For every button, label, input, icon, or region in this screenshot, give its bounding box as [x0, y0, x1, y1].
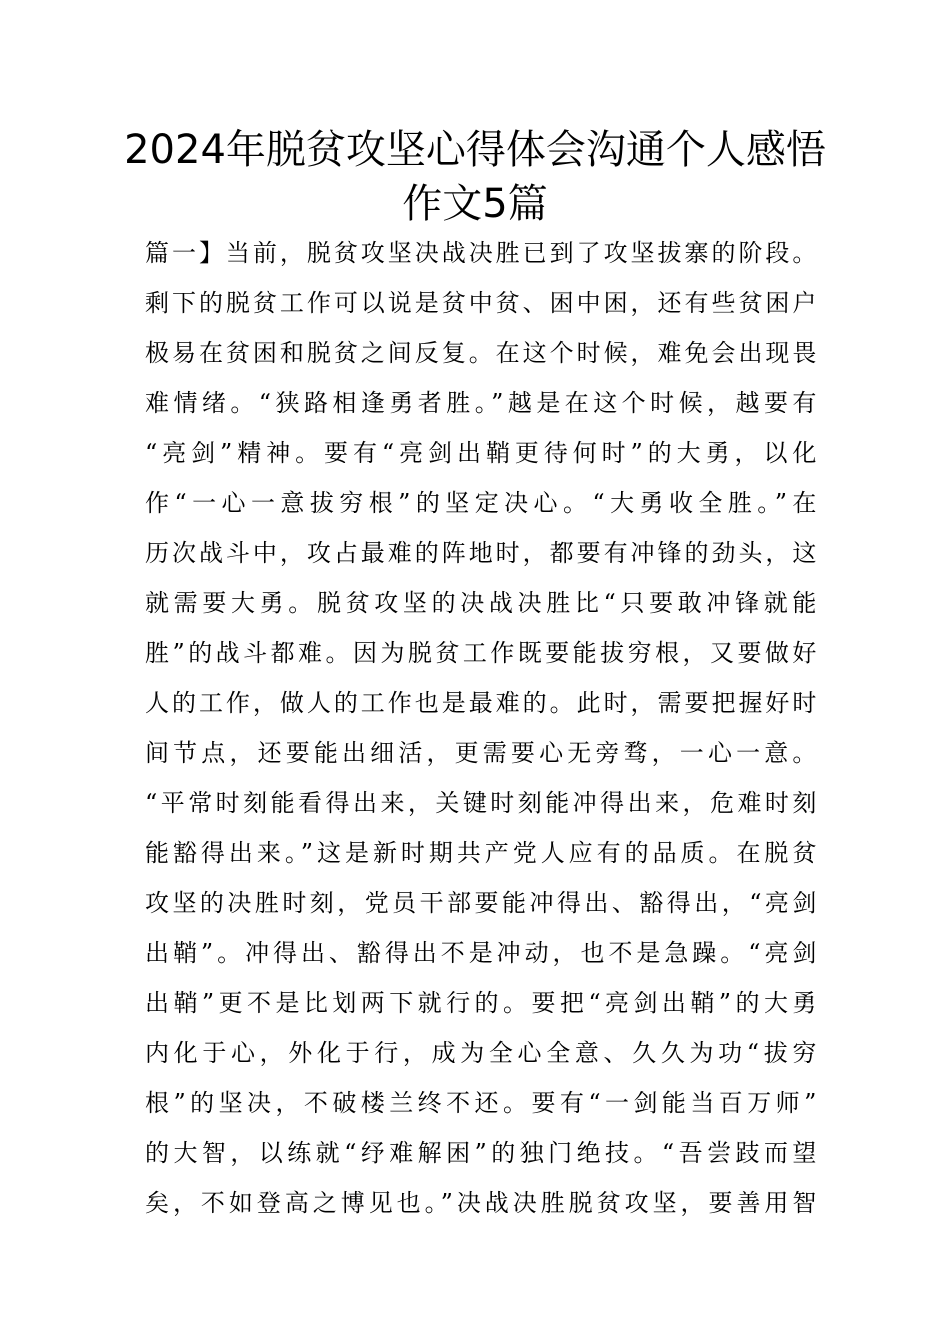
body-line: 历次战斗中，攻占最难的阵地时，都要有冲锋的劲头，这 [145, 539, 817, 567]
body-line: 剩下的脱贫工作可以说是贫中贫、困中困，还有些贫困户 [145, 289, 817, 317]
body-line: 内化于心，外化于行，成为全心全意、久久为功“拔穷 [145, 1039, 817, 1067]
body-line: 攻坚的决胜时刻，党员干部要能冲得出、豁得出，“亮剑 [145, 889, 817, 917]
body-line: 出鞘”。冲得出、豁得出不是冲动，也不是急躁。“亮剑 [145, 939, 817, 967]
body-line: 难情绪。“狭路相逢勇者胜。”越是在这个时候，越要有 [145, 389, 817, 417]
body-line: “亮剑”精神。要有“亮剑出鞘更待何时”的大勇，以化 [145, 439, 817, 467]
body-line: 能豁得出来。”这是新时期共产党人应有的品质。在脱贫 [145, 839, 817, 867]
body-line: 根”的坚决，不破楼兰终不还。要有“一剑能当百万师” [145, 1089, 817, 1117]
body-line: 就需要大勇。脱贫攻坚的决战决胜比“只要敢冲锋就能 [145, 589, 817, 617]
body-line: 极易在贫困和脱贫之间反复。在这个时候，难免会出现畏 [145, 339, 817, 367]
body-line: 人的工作，做人的工作也是最难的。此时，需要把握好时 [145, 689, 817, 717]
body-line: 间节点，还要能出细活，更需要心无旁骛，一心一意。 [145, 739, 817, 767]
document-body [145, 228, 817, 1228]
body-line: 出鞘”更不是比划两下就行的。要把“亮剑出鞘”的大勇 [145, 989, 817, 1017]
body-line: “平常时刻能看得出来，关键时刻能冲得出来，危难时刻 [145, 789, 817, 817]
body-line: 作“一心一意拔穷根”的坚定决心。“大勇收全胜。”在 [145, 489, 817, 517]
body-line: 篇一】当前，脱贫攻坚决战决胜已到了攻坚拔寨的阶段。 [145, 239, 817, 267]
body-line: 胜”的战斗都难。因为脱贫工作既要能拔穷根，又要做好 [145, 639, 817, 667]
body-line: 矣，不如登高之博见也。”决战决胜脱贫攻坚，要善用智 [145, 1189, 817, 1217]
document-title-line-1: 2024年脱贫攻坚心得体会沟通个人感悟 [124, 127, 826, 173]
document-title-line-2: 作文5篇 [402, 181, 548, 227]
body-line: 的大智，以练就“纾难解困”的独门绝技。“吾尝跂而望 [145, 1139, 817, 1167]
